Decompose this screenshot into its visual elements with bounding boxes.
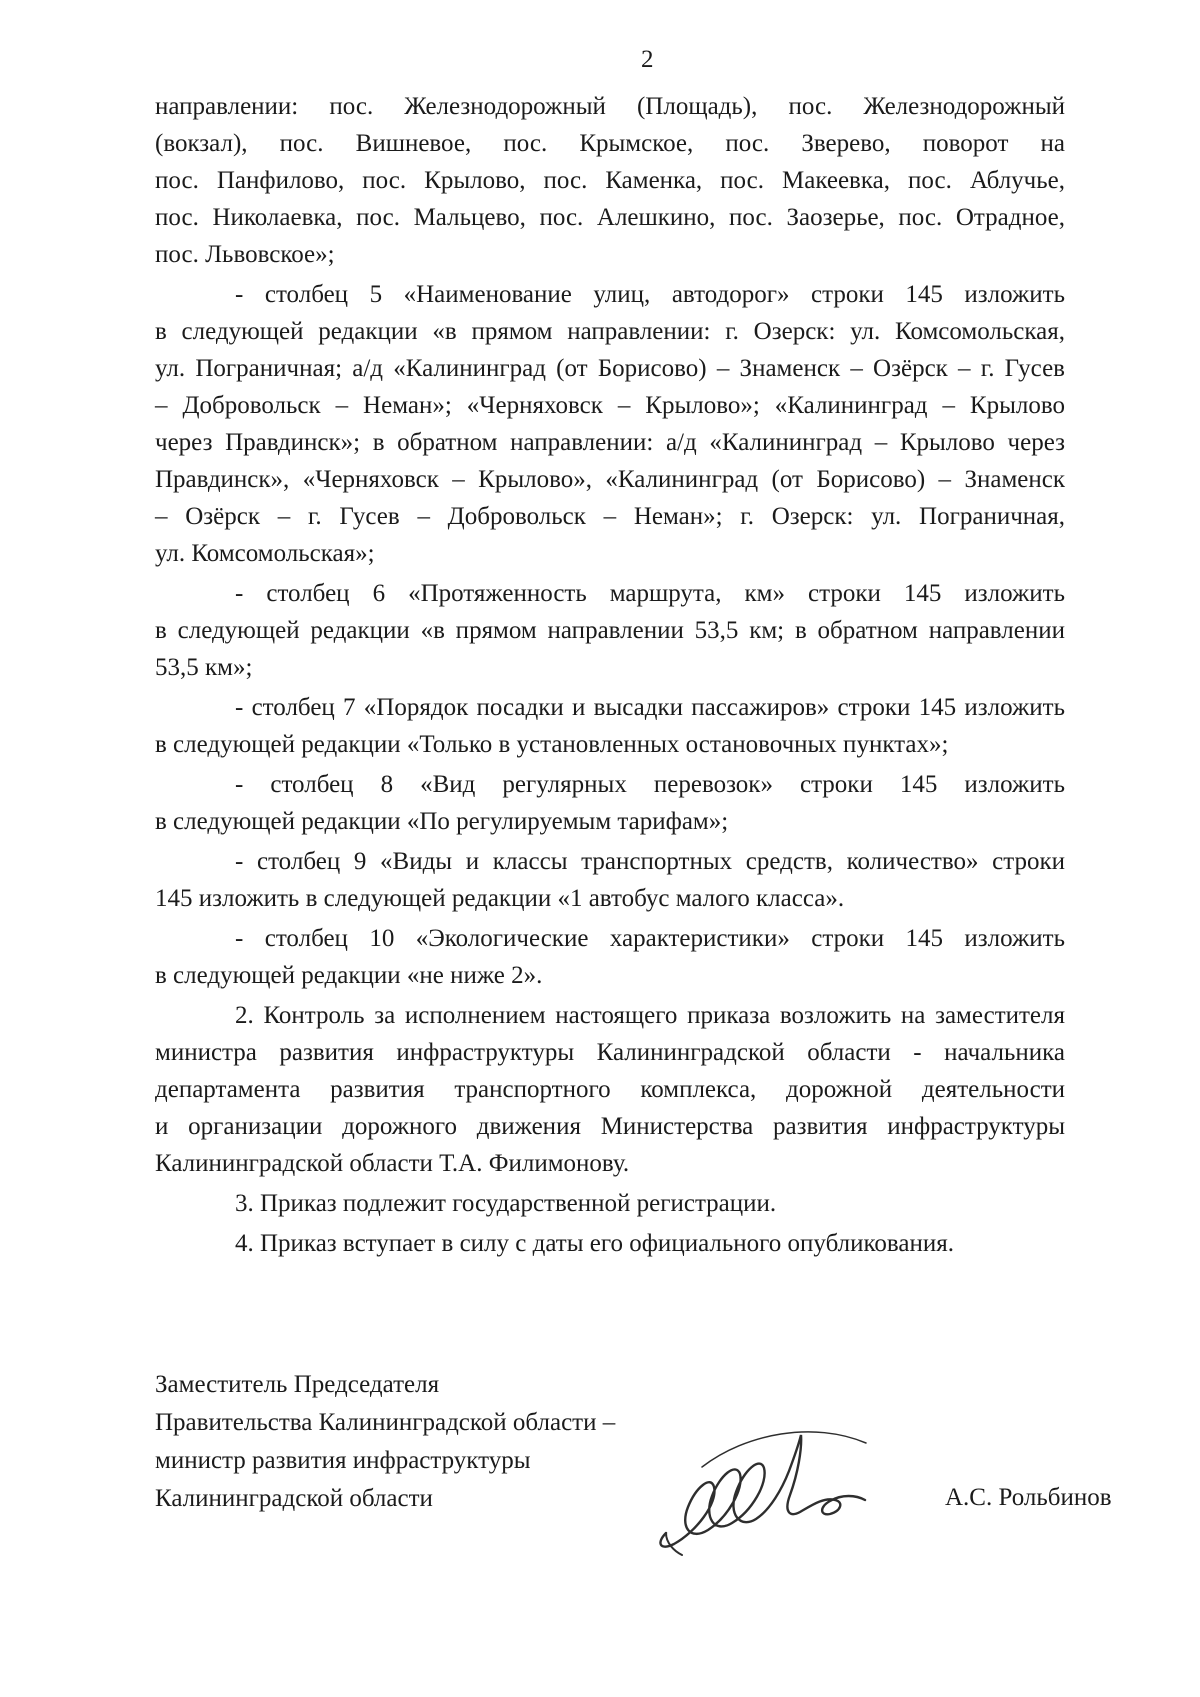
signer-name: А.С. Рольбинов <box>945 1484 1112 1511</box>
text-line: - столбец 9 «Виды и классы транспортных средств, количество» строки <box>235 848 1065 875</box>
paragraph <box>155 276 1065 572</box>
paragraph <box>155 1185 1065 1222</box>
paragraph <box>155 920 1065 994</box>
text-line: 3. Приказ подлежит государственной регистрации. <box>235 1190 777 1217</box>
text-line: 53,5 км»; <box>155 654 253 681</box>
text-line: - столбец 6 «Протяженность маршрута, км» строки 145 изложить <box>235 580 1065 607</box>
text-line: ул. Пограничная; а/д «Калининград (от Борисово) – Знаменск – Озёрск – г. Гусев <box>155 355 1065 382</box>
text-line: - столбец 5 «Наименование улиц, автодорог» строки 145 изложить <box>235 281 1065 308</box>
text-line: и организации дорожного движения Министерства развития инфраструктуры <box>155 1113 1065 1140</box>
page-number: 2 <box>641 46 654 73</box>
text-line: - столбец 7 «Порядок посадки и высадки пассажиров» строки 145 изложить <box>235 694 1065 721</box>
signer-title-line: Правительства Калининградской области – <box>155 1409 616 1436</box>
text-line: – Озёрск – г. Гусев – Добровольск – Неман»; г. Озерск: ул. Пограничная, <box>155 503 1065 530</box>
text-line: департамента развития транспортного комплекса, дорожной деятельности <box>155 1076 1065 1103</box>
text-line: 4. Приказ вступает в силу с даты его официального опубликования. <box>235 1230 954 1257</box>
document-body <box>155 88 1065 1265</box>
paragraph <box>155 997 1065 1182</box>
text-line: пос. Львовское»; <box>155 241 335 268</box>
text-line: в следующей редакции «Только в установленных остановочных пунктах»; <box>155 731 949 758</box>
signer-title-line: Заместитель Председателя <box>155 1371 440 1398</box>
text-line: (вокзал), пос. Вишневое, пос. Крымское, пос. Зверево, поворот на <box>155 130 1065 157</box>
signer-title-line: Калининградской области <box>155 1485 433 1512</box>
text-line: - столбец 8 «Вид регулярных перевозок» строки 145 изложить <box>235 771 1065 798</box>
text-line: - столбец 10 «Экологические характеристики» строки 145 изложить <box>235 925 1065 952</box>
paragraph <box>155 1225 1065 1262</box>
signature-block <box>155 1366 615 1518</box>
signer-title-line: министр развития инфраструктуры <box>155 1447 531 1474</box>
paragraph <box>155 689 1065 763</box>
text-line: 2. Контроль за исполнением настоящего приказа возложить на заместителя <box>235 1002 1065 1029</box>
paragraph <box>155 88 1065 273</box>
text-line: в следующей редакции «По регулируемым тарифам»; <box>155 808 729 835</box>
text-line: ул. Комсомольская»; <box>155 540 375 567</box>
text-line: в следующей редакции «не ниже 2». <box>155 962 543 989</box>
text-line: пос. Николаевка, пос. Мальцево, пос. Алешкино, пос. Заозерье, пос. Отрадное, <box>155 204 1065 231</box>
text-line: пос. Панфилово, пос. Крылово, пос. Каменка, пос. Макеевка, пос. Аблучье, <box>155 167 1065 194</box>
text-line: направлении: пос. Железнодорожный (Площадь), пос. Железнодорожный <box>155 93 1065 120</box>
text-line: – Добровольск – Неман»; «Черняховск – Крылово»; «Калининград – Крылово <box>155 392 1065 419</box>
text-line: министра развития инфраструктуры Калининградской области - начальника <box>155 1039 1065 1066</box>
text-line: Правдинск», «Черняховск – Крылово», «Калининград (от Борисово) – Знаменск <box>155 466 1065 493</box>
text-line: через Правдинск»; в обратном направлении: а/д «Калининград – Крылово через <box>155 429 1065 456</box>
text-line: 145 изложить в следующей редакции «1 автобус малого класса». <box>155 885 845 912</box>
paragraph <box>155 843 1065 917</box>
text-line: в следующей редакции «в прямом направлении: г. Озерск: ул. Комсомольская, <box>155 318 1065 345</box>
paragraph <box>155 575 1065 686</box>
text-line: в следующей редакции «в прямом направлении 53,5 км; в обратном направлении <box>155 617 1065 644</box>
text-line: Калининградской области Т.А. Филимонову. <box>155 1150 630 1177</box>
handwritten-signature-icon <box>652 1415 897 1560</box>
paragraph <box>155 766 1065 840</box>
